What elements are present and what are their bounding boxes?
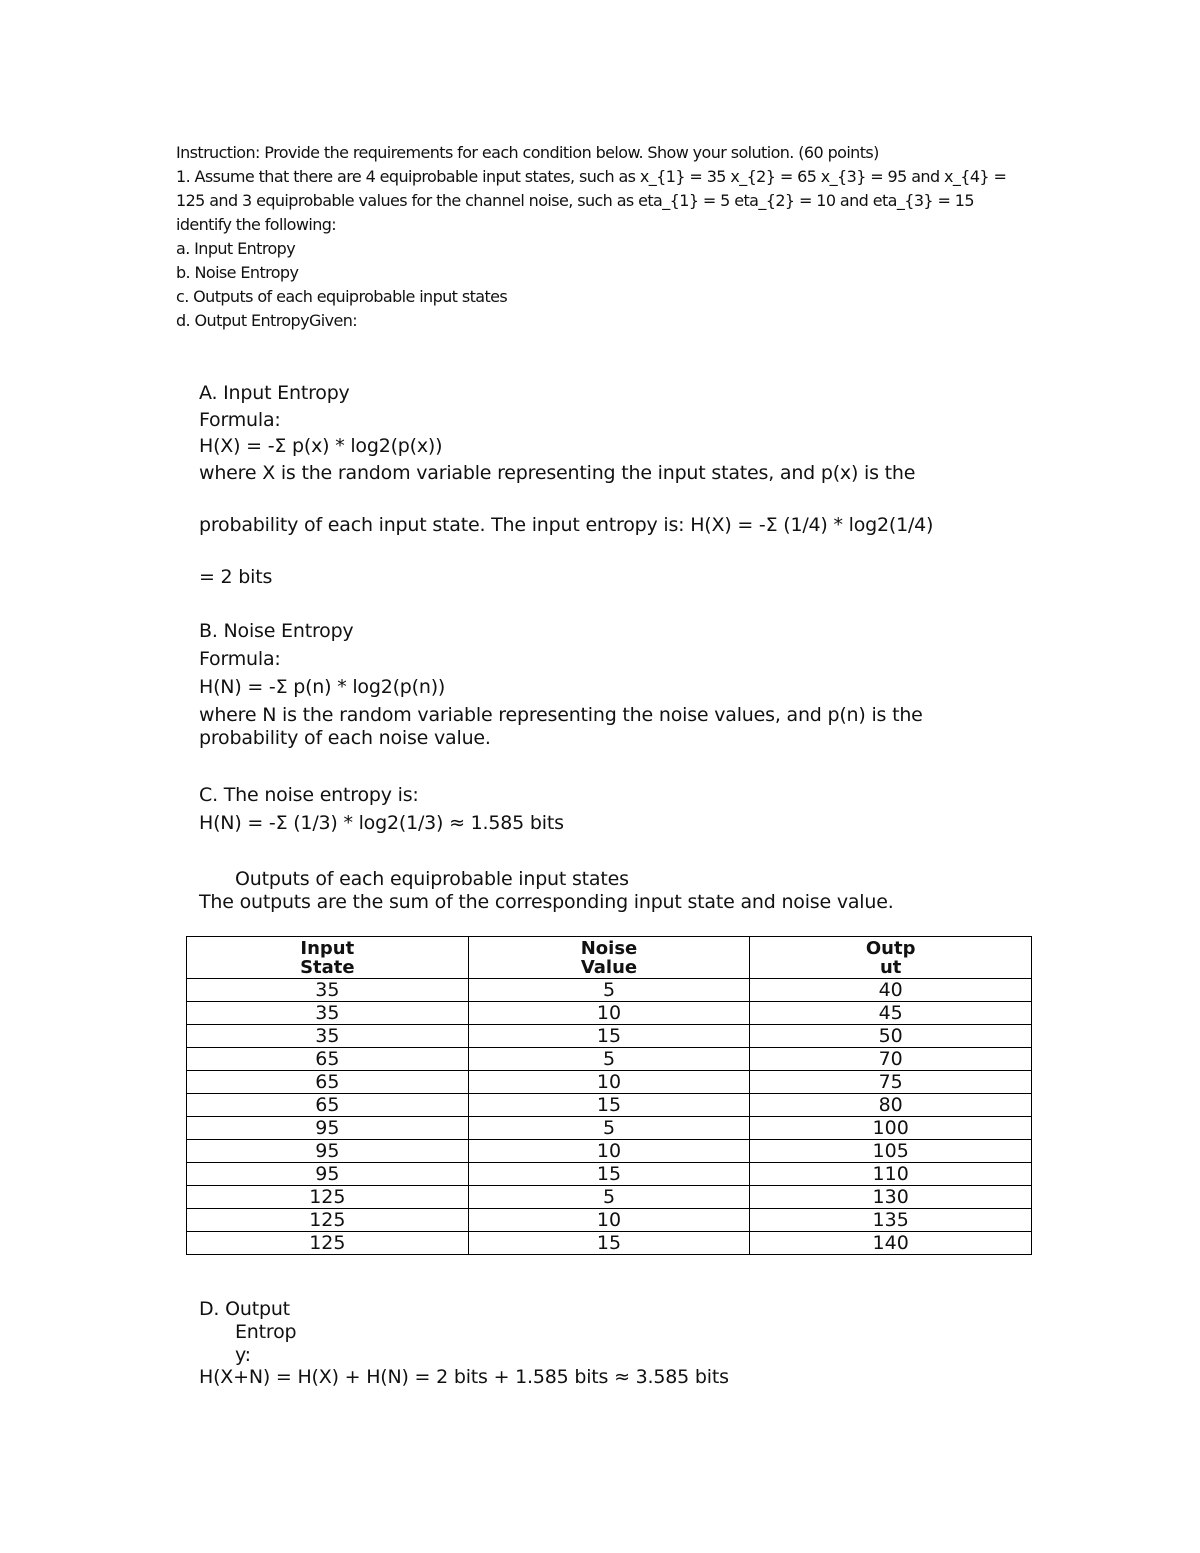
header-text: Value bbox=[580, 956, 638, 978]
instruction-line: b. Noise Entropy bbox=[176, 263, 299, 282]
cell-input: 35 bbox=[187, 1025, 469, 1048]
section-a-formula: H(X) = -Σ p(x) * log2(p(x)) bbox=[199, 435, 443, 457]
table-row bbox=[187, 1025, 1032, 1048]
cell-input: 95 bbox=[187, 1117, 469, 1140]
section-b-desc-2: probability of each noise value. bbox=[199, 727, 491, 749]
cell-output: 50 bbox=[750, 1025, 1032, 1048]
cell-input: 125 bbox=[187, 1232, 469, 1255]
section-a-formula-label: Formula: bbox=[199, 409, 281, 431]
cell-noise: 15 bbox=[468, 1232, 750, 1255]
section-a-desc-2: probability of each input state. The input entropy is: H(X) = -Σ (1/4) * log2(1/4) bbox=[199, 514, 934, 536]
instructions-block bbox=[176, 141, 1036, 333]
table-row bbox=[187, 1232, 1032, 1255]
cell-noise: 15 bbox=[468, 1163, 750, 1186]
header-text: State bbox=[300, 956, 355, 978]
table-row bbox=[187, 1186, 1032, 1209]
instruction-line: identify the following: bbox=[176, 215, 337, 234]
table-row bbox=[187, 1094, 1032, 1117]
cell-noise: 10 bbox=[468, 1209, 750, 1232]
cell-noise: 15 bbox=[468, 1094, 750, 1117]
header-text: Input bbox=[300, 937, 355, 959]
section-b-title: B. Noise Entropy bbox=[199, 620, 354, 642]
cell-noise: 5 bbox=[468, 1048, 750, 1071]
instruction-line: 125 and 3 equiprobable values for the channel noise, such as eta_{1} = 5 eta_{2} = 10 and eta_{3} = 15 bbox=[176, 191, 974, 210]
cell-input: 35 bbox=[187, 1002, 469, 1025]
section-a-title: A. Input Entropy bbox=[199, 382, 350, 404]
cell-noise: 10 bbox=[468, 1002, 750, 1025]
cell-input: 95 bbox=[187, 1140, 469, 1163]
table-row bbox=[187, 1071, 1032, 1094]
instruction-line: d. Output EntropyGiven: bbox=[176, 311, 358, 330]
cell-input: 65 bbox=[187, 1048, 469, 1071]
table-row bbox=[187, 1163, 1032, 1186]
cell-noise: 10 bbox=[468, 1140, 750, 1163]
header-text: Noise bbox=[580, 937, 638, 959]
section-d-title: D. Output bbox=[199, 1298, 290, 1320]
header-text: Outp bbox=[865, 937, 916, 959]
cell-output: 140 bbox=[750, 1232, 1032, 1255]
table-row bbox=[187, 1209, 1032, 1232]
header-noise-value bbox=[468, 937, 750, 979]
cell-output: 135 bbox=[750, 1209, 1032, 1232]
cell-noise: 5 bbox=[468, 979, 750, 1002]
header-text: ut bbox=[879, 956, 902, 978]
cell-output: 75 bbox=[750, 1071, 1032, 1094]
outputs-title: Outputs of each equiprobable input states bbox=[235, 868, 629, 890]
table-row bbox=[187, 1117, 1032, 1140]
cell-output: 40 bbox=[750, 979, 1032, 1002]
cell-output: 80 bbox=[750, 1094, 1032, 1117]
header-input-state bbox=[187, 937, 469, 979]
section-d-title-line-2: Entrop bbox=[235, 1321, 297, 1343]
table-row bbox=[187, 1002, 1032, 1025]
section-a-desc-1: where X is the random variable representing the input states, and p(x) is the bbox=[199, 462, 916, 484]
cell-output: 45 bbox=[750, 1002, 1032, 1025]
header-output bbox=[750, 937, 1032, 979]
section-d-result: H(X+N) = H(X) + H(N) = 2 bits + 1.585 bits ≈ 3.585 bits bbox=[199, 1366, 729, 1388]
instruction-line: Instruction: Provide the requirements for each condition below. Show your solution. (60 points) bbox=[176, 143, 879, 162]
cell-input: 125 bbox=[187, 1209, 469, 1232]
table-row bbox=[187, 1140, 1032, 1163]
table-row bbox=[187, 979, 1032, 1002]
cell-noise: 10 bbox=[468, 1071, 750, 1094]
section-d-title-line-3: y: bbox=[235, 1344, 251, 1366]
cell-output: 110 bbox=[750, 1163, 1032, 1186]
cell-input: 125 bbox=[187, 1186, 469, 1209]
cell-noise: 5 bbox=[468, 1117, 750, 1140]
cell-output: 130 bbox=[750, 1186, 1032, 1209]
table-header-row bbox=[187, 937, 1032, 979]
outputs-table bbox=[186, 936, 1032, 1255]
cell-output: 105 bbox=[750, 1140, 1032, 1163]
instruction-line: c. Outputs of each equiprobable input states bbox=[176, 287, 508, 306]
cell-input: 95 bbox=[187, 1163, 469, 1186]
cell-input: 65 bbox=[187, 1071, 469, 1094]
table-row bbox=[187, 1048, 1032, 1071]
instruction-line: a. Input Entropy bbox=[176, 239, 296, 258]
cell-noise: 5 bbox=[468, 1186, 750, 1209]
section-b-formula-label: Formula: bbox=[199, 648, 281, 670]
section-a-result: = 2 bits bbox=[199, 566, 273, 588]
section-c-title: C. The noise entropy is: bbox=[199, 784, 419, 806]
section-b-formula: H(N) = -Σ p(n) * log2(p(n)) bbox=[199, 676, 446, 698]
cell-output: 100 bbox=[750, 1117, 1032, 1140]
section-c-result: H(N) = -Σ (1/3) * log2(1/3) ≈ 1.585 bits bbox=[199, 812, 564, 834]
cell-input: 35 bbox=[187, 979, 469, 1002]
cell-noise: 15 bbox=[468, 1025, 750, 1048]
outputs-desc: The outputs are the sum of the corresponding input state and noise value. bbox=[199, 891, 894, 913]
cell-output: 70 bbox=[750, 1048, 1032, 1071]
instruction-line: 1. Assume that there are 4 equiprobable input states, such as x_{1} = 35 x_{2} = 65 x_{3} = 95 and x_{4} = bbox=[176, 167, 1007, 186]
cell-input: 65 bbox=[187, 1094, 469, 1117]
section-b-desc-1: where N is the random variable representing the noise values, and p(n) is the bbox=[199, 704, 923, 726]
